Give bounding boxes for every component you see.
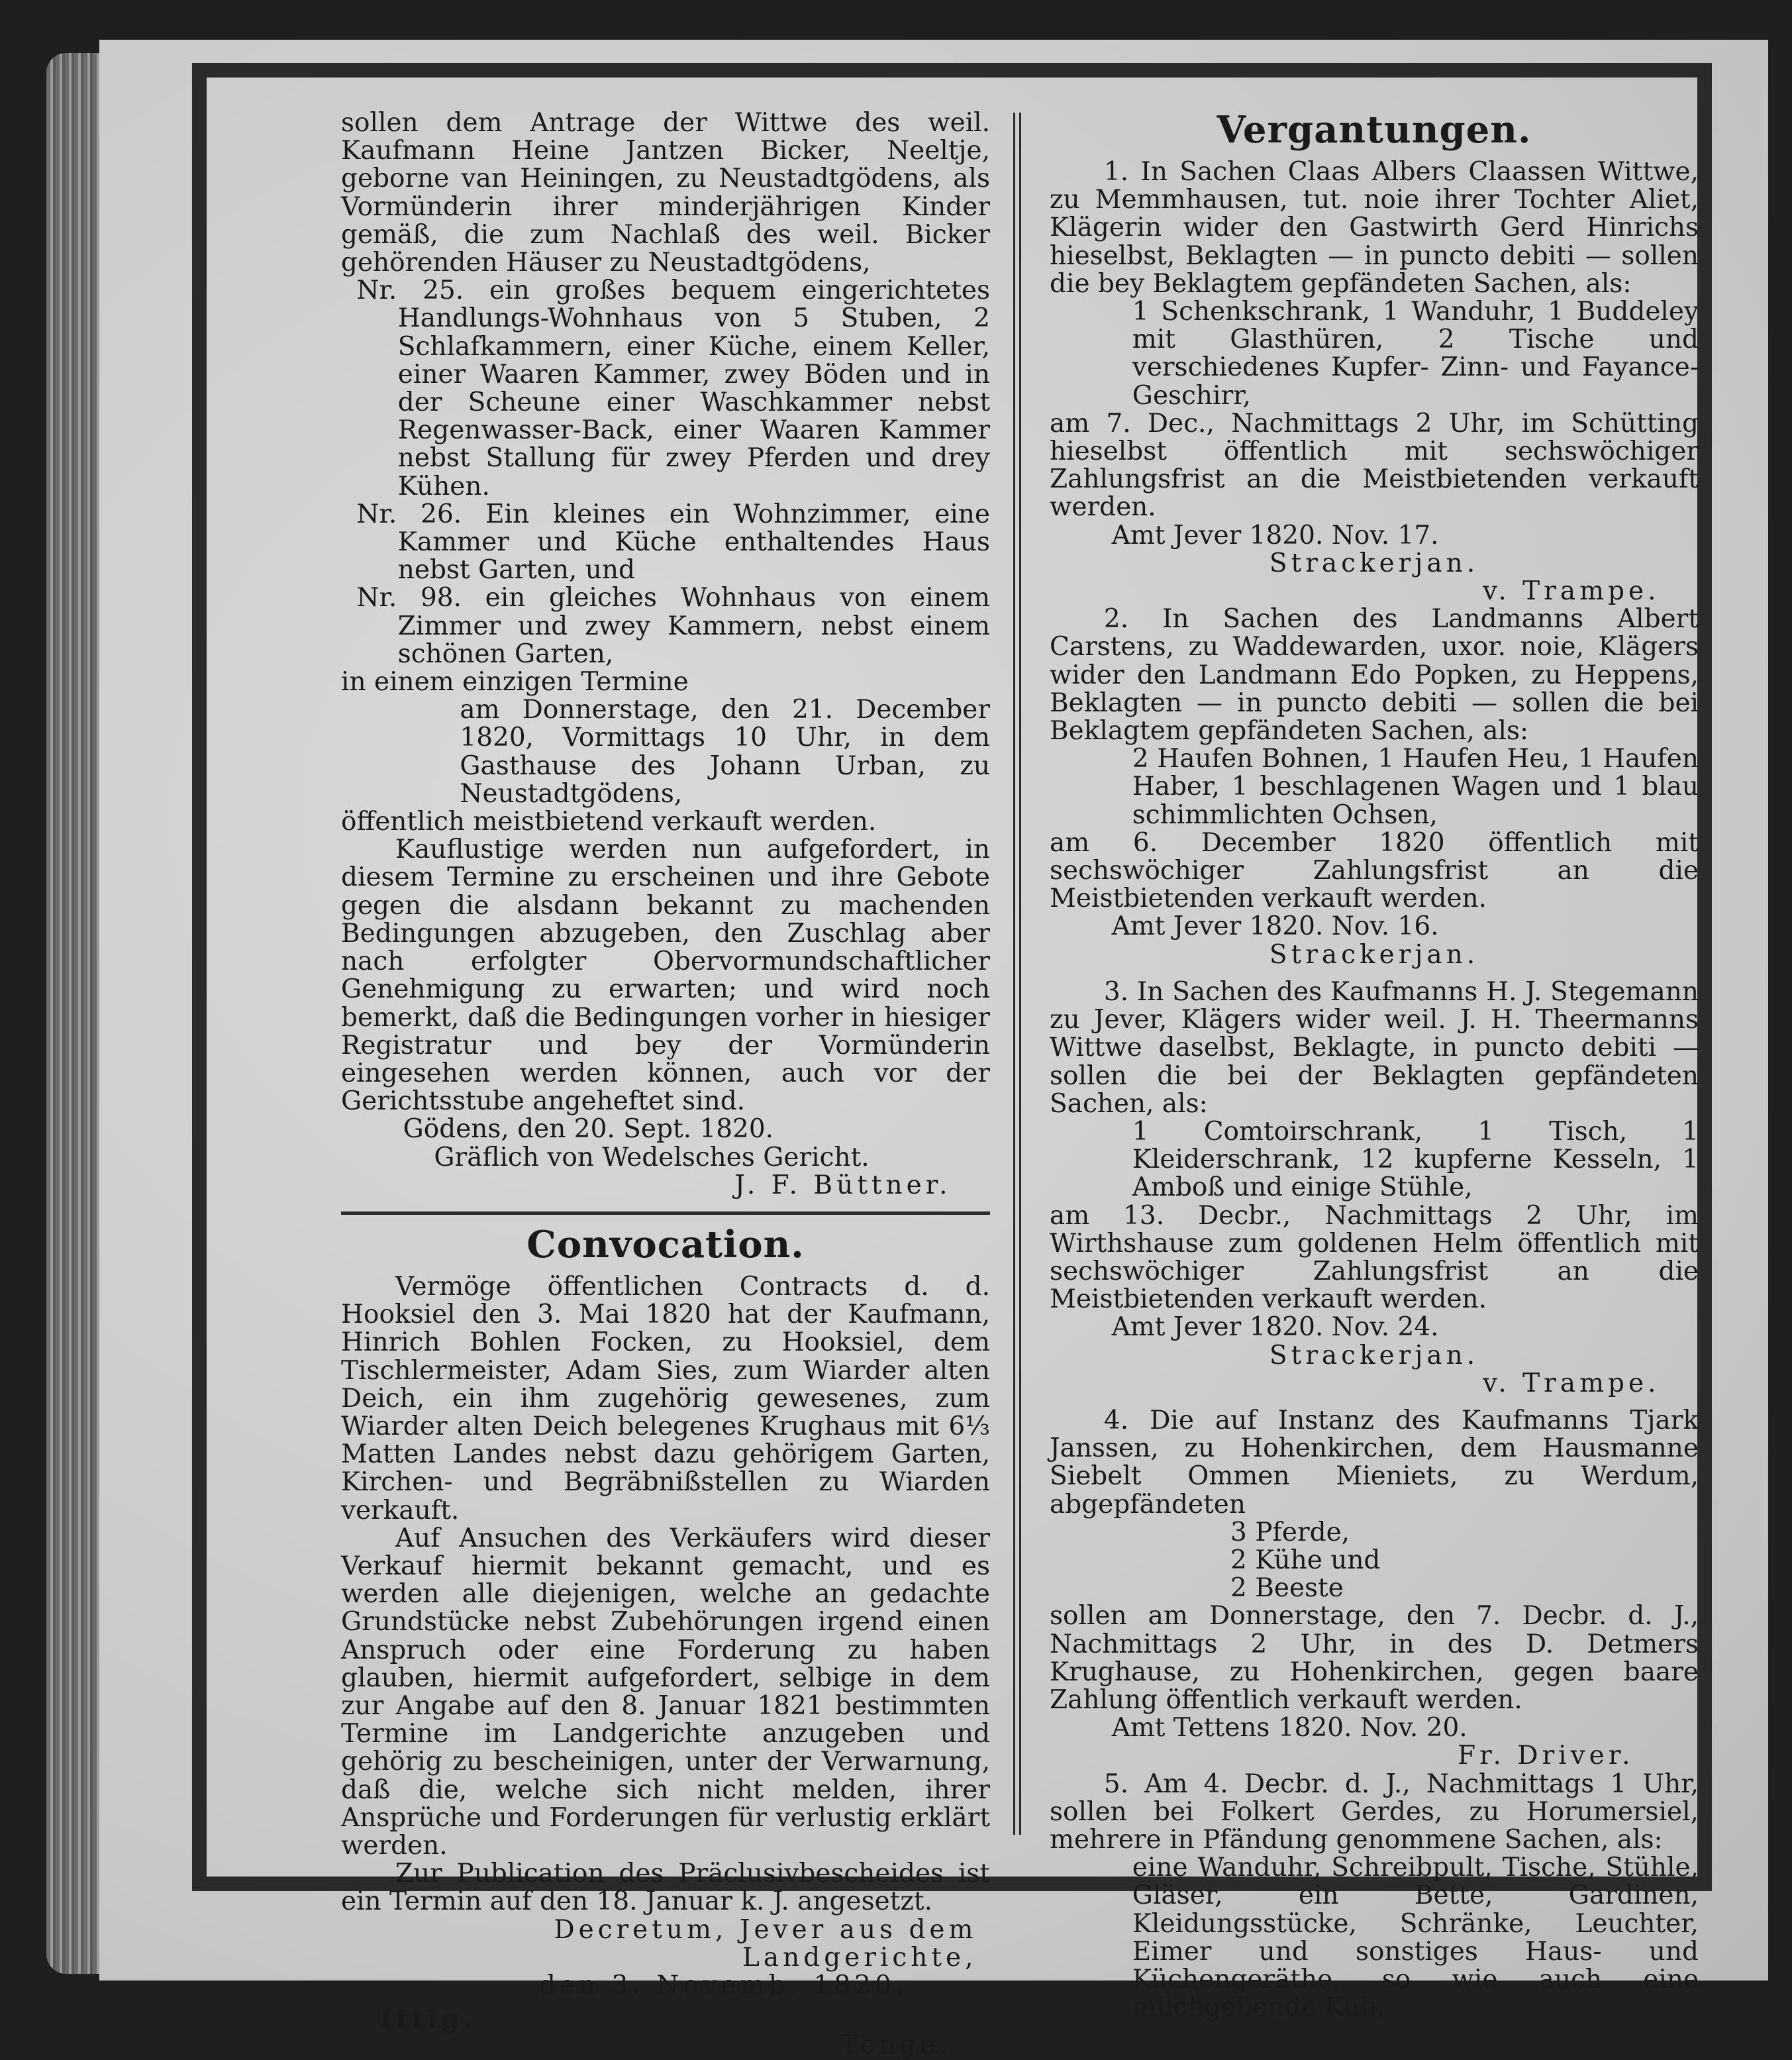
entry-4-item-3: 2 Beeste [1230, 1573, 1344, 1604]
entry-3-end: am 13. Decbr., Nachmittags 2 Uhr, im Wirthshause zum goldenen Helm öffentlich mit sechswöchiger Zahlungsfrist an die Meistbietenden verkauft werden. [1050, 1200, 1699, 1315]
sale-intro: sollen dem Antrage der Wittwe des weil. Kaufmann Heine Jantzen Bicker, Neeltje, geborne van Heiningen, zu Neustadtgödens, als Vormünderin ihrer minderjährigen Kinder gemäß, die zum Nachlaß des weil. Bicker gehörenden Häuser zu Neustadtgödens, [341, 108, 990, 278]
sale-body: Kauflustige werden nun aufgefordert, in diesem Termine zu erscheinen und ihre Gebote gegen die alsdann bekannt zu machenden Bedingungen abzugeben, den Zuschlag aber nach erfolgter Obervormundschaftlicher Genehmigung zu erwarten; und wird noch bemerkt, daß die Bedingungen vorher in hiesiger Registratur und bey der Vormünderin eingesehen werden können, auch vor der Gerichtsstube angeheftet sind. [341, 835, 990, 1117]
entry-4-sig-driver: Fr. Driver. [1458, 1741, 1634, 1771]
decretum-date: den 3. Novemb. 1820. [538, 1971, 908, 2000]
section-rule [341, 1211, 990, 1215]
column-divider [1013, 113, 1021, 1835]
entry-4-item-1: 3 Pferde, [1230, 1517, 1350, 1547]
book-page-edges [46, 53, 106, 1974]
item-nr-25: Nr. 25. ein großes bequem eingerichtetes Handlungs-Wohnhaus von 5 Stuben, 2 Schlafkammern, einer Küche, einem Keller, einer Waaren Kammer, zwey Böden und in der Scheune einer Waschkammer nebst Regenwasser-Back, einer Waaren Kammer nebst Stallung für zwey Pferden und drey Kühen. [356, 276, 990, 501]
item-nr-98: Nr. 98. ein gleiches Wohnhaus von einem Zimmer und zwey Kammern, nebst einem schönen Garten, [356, 583, 990, 669]
convocation-para-3: Zur Publication des Präclusivbescheides ist ein Termin auf den 18. Januar k. J. angesetzt. [341, 1859, 990, 1917]
entry-5-text: 5. Am 4. Decbr. d. J., Nachmittags 1 Uhr, sollen bei Folkert Gerdes, zu Horumersiel, mehrere in Pfändung genommene Sachen, als: [1050, 1769, 1699, 1855]
signature-buettner: J. F. Büttner. [734, 1170, 952, 1200]
entry-1-items: 1 Schenkschrank, 1 Wanduhr, 1 Buddeley mit Glasthüren, 2 Tische und verschiedenes Kupfer- Zinn- und Fayance-Geschirr, [1132, 297, 1699, 411]
entry-1-end: am 7. Dec., Nachmittags 2 Uhr, im Schütting hieselbst öffentlich mit sechswöchiger Zahlungsfrist an die Meistbietenden verkauft werden. [1050, 408, 1699, 523]
entry-3-sig-trampe: v. Trampe. [1482, 1368, 1660, 1398]
entry-3-items: 1 Comtoirschrank, 1 Tisch, 1 Kleiderschrank, 12 kupferne Kesseln, 1 Amboß und einige Stühle, [1132, 1116, 1699, 1203]
decretum-line: Decretum, Jever aus dem Landgerichte, [554, 1914, 977, 1973]
termin-line: in einem einzigen Termine [341, 667, 689, 697]
termin-end: öffentlich meistbietend verkauft werden. [341, 807, 877, 837]
entry-1-amt: Amt Jever 1820. Nov. 17. [1111, 520, 1439, 550]
convocation-para-2: Auf Ansuchen des Verkäufers wird dieser Verkauf hiermit bekannt gemacht, und es werden alle diejenigen, welche an gedachte Grundstücke nebst Zubehörungen irgend einen Anspruch oder eine Forderung zu haben glauben, hiermit aufgefordert, selbige in dem zur Angabe auf den 8. Januar 1821 bestimmten Termine im Landgerichte anzugeben und gehörig zu bescheinigen, unter der Verwarnung, daß die, welche sich nicht melden, ihrer Ansprüche und Forderungen für verlustig erklärt werden. [341, 1523, 990, 1861]
entry-3-text: 3. In Sachen des Kaufmanns H. J. Stegemann zu Jever, Klägers wider weil. J. H. Theermanns Wittwe daselbst, Beklagte, in puncto debiti — sollen die bei der Beklagten gepfändeten Sachen, als: [1050, 976, 1699, 1119]
termin-date: am Donnerstage, den 21. December 1820, Vormittags 10 Uhr, in dem Gasthause des Johann Urban, zu Neustadtgödens, [460, 695, 990, 809]
entry-2-end: am 6. December 1820 öffentlich mit sechswöchiger Zahlungsfrist an die Meistbietenden verkauft werden. [1050, 827, 1699, 914]
place-date: Gödens, den 20. Sept. 1820. [403, 1114, 774, 1145]
entry-4-text: 4. Die auf Instanz des Kaufmanns Tjark Janssen, zu Hohenkirchen, dem Hausmanne Siebelt Ommen Mieniets, zu Werdum, abgepfändeten [1050, 1405, 1699, 1519]
item-nr-26: Nr. 26. Ein kleines ein Wohnzimmer, eine Kammer und Küche enthaltendes Haus nebst Garten, und [356, 499, 990, 586]
entry-1-text: 1. In Sachen Claas Albers Claassen Wittwe, zu Memmhausen, tut. noie ihrer Tochter Aliet, Klägerin wider den Gastwirth Gerd Hinrichs hieselbst, Beklagten — in puncto debiti — sollen die bey Beklagtem gepfändeten Sachen, als: [1050, 157, 1699, 299]
entry-3-sig-strackerjan: Strackerjan. [1269, 1340, 1479, 1370]
left-column [341, 109, 990, 2059]
entry-4-amt: Amt Tettens 1820. Nov. 20. [1111, 1713, 1468, 1743]
signatures-row [341, 2000, 990, 2059]
entry-1-sig-trampe: v. Trampe. [1482, 576, 1660, 607]
entry-4-end: sollen am Donnerstage, den 7. Decbr. d. J., Nachmittags 2 Uhr, in des D. Detmers Krughause, zu Hohenkirchen, gegen baare Zahlung öffentlich verkauft werden. [1050, 1601, 1699, 1715]
entry-3-amt: Amt Jever 1820. Nov. 24. [1111, 1312, 1439, 1343]
court-name: Gräflich von Wedelsches Gericht. [434, 1142, 870, 1172]
entry-5-items: eine Wanduhr, Schreibpult, Tische, Stühle, Gläser, ein Bette, Gardinen, Kleidungsstücke, Schränke, Leuchter, Eimer und sonstiges Haus- und Küchengeräthe, so wie auch eine milchgebende Kuh, [1132, 1853, 1699, 2023]
entry-1-sig-strackerjan: Strackerjan. [1269, 548, 1479, 578]
entry-2-items: 2 Haufen Bohnen, 1 Haufen Heu, 1 Haufen Haber, 1 beschlagenen Wagen und 1 blau schimmlichten Ochsen, [1132, 744, 1699, 830]
convocation-para-1: Vermöge öffentlichen Contracts d. d. Hooksiel den 3. Mai 1820 hat der Kaufmann, Hinrich Bohlen Focken, zu Hooksiel, dem Tischlermeister, Adam Sies, zum Wiarder alten Deich, ein ihm zugehörig gewesenes, zum Wiarder alten Deich belegenes Krughaus mit 6⅓ Matten Landes nebst dazu gehörigem Garten, Kirchen- und Begräbnißstellen zu Wiarden verkauft. [341, 1271, 990, 1525]
entry-2-amt: Amt Jever 1820. Nov. 16. [1111, 911, 1439, 942]
vergantungen-heading: Vergantungen. [1217, 108, 1532, 152]
entry-4-item-2: 2 Kühe und [1230, 1545, 1381, 1575]
right-column [1050, 109, 1699, 2022]
entry-2-text: 2. In Sachen des Landmanns Albert Carstens, zu Waddewarden, uxor. noie, Klägers wider den Landmann Edo Popken, zu Heppens, Beklagten — in puncto debiti — sollen die bei Beklagtem gepfändeten Sachen, als: [1050, 604, 1699, 747]
convocation-heading: Convocation. [526, 1222, 805, 1266]
signature-ittig: Ittig. [379, 2004, 477, 2035]
entry-2-sig-strackerjan: Strackerjan. [1269, 939, 1479, 970]
signature-tenge: Tenge. [840, 2030, 952, 2060]
